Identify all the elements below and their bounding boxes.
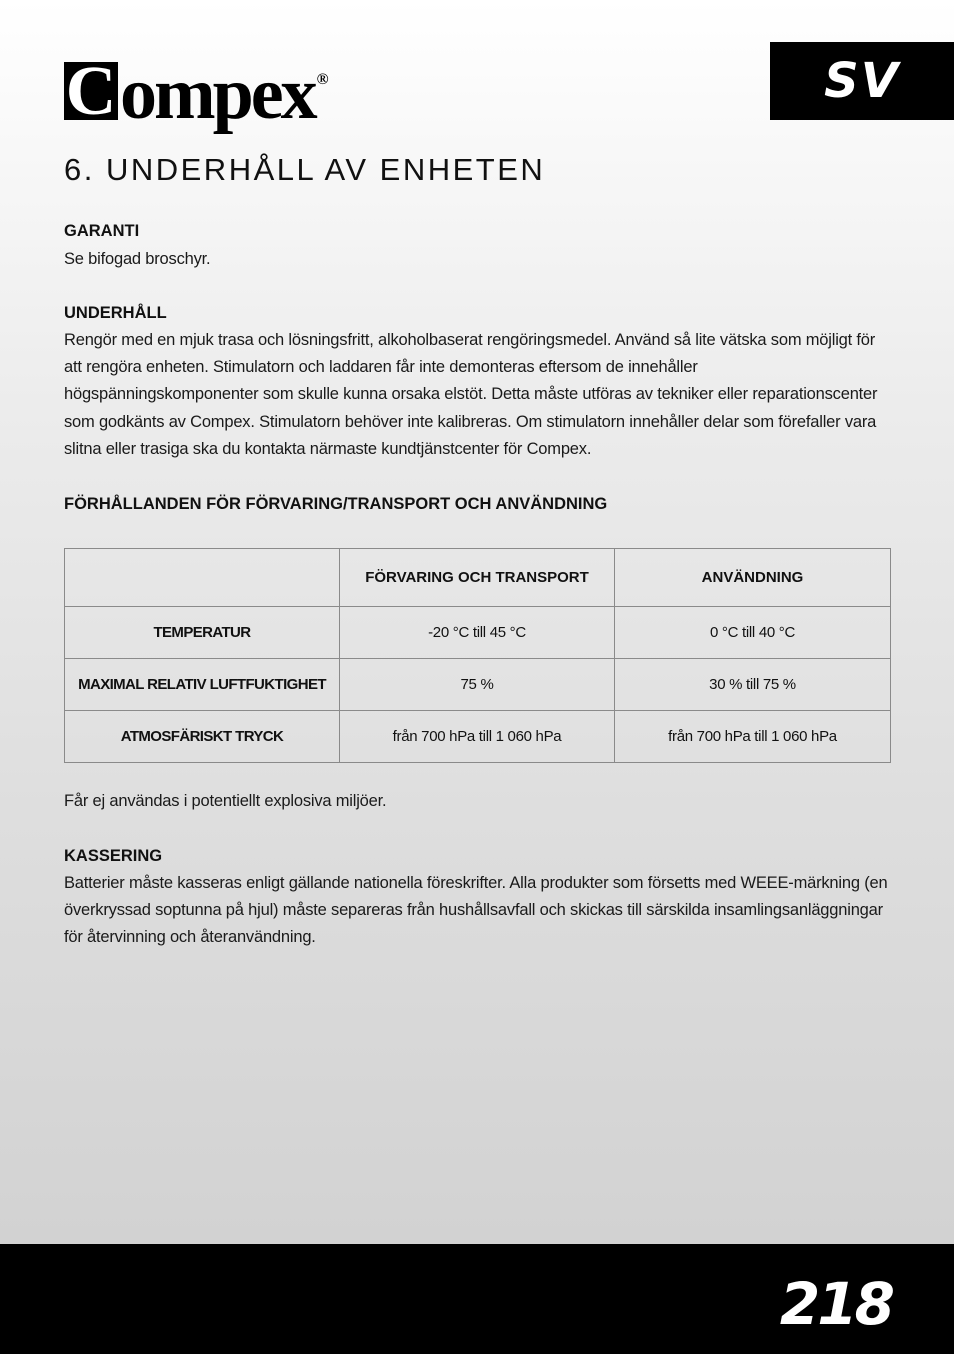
logo-letter: C bbox=[65, 53, 117, 130]
compex-logo bbox=[64, 40, 329, 135]
table-row bbox=[65, 607, 891, 659]
storage-value: från 700 hPa till 1 060 hPa bbox=[340, 711, 615, 763]
storage-value: -20 °C till 45 °C bbox=[340, 607, 615, 659]
kassering-text: Batterier måste kasseras enligt gällande nationella föreskrifter. Alla produkter som försetts med WEEE-märkning (en överkryssad soptunna på hjul) måste separeras från hushållsavfall och skickas till särskilda insamlingsanläggningar för återvinning och återanvändning. bbox=[64, 874, 888, 947]
storage-value: 75 % bbox=[340, 659, 615, 711]
row-label: TEMPERATUR bbox=[65, 607, 340, 659]
use-value: från 700 hPa till 1 060 hPa bbox=[615, 711, 891, 763]
use-value: 0 °C till 40 °C bbox=[615, 607, 891, 659]
table-header-use: ANVÄNDNING bbox=[615, 549, 891, 607]
conditions-heading: FÖRHÅLLANDEN FÖR FÖRVARING/TRANSPORT OCH ANVÄNDNING bbox=[64, 495, 608, 513]
row-label: ATMOSFÄRISKT TRYCK bbox=[65, 711, 340, 763]
underhall-text: Rengör med en mjuk trasa och lösningsfritt, alkoholbaserat rengöringsmedel. Använd så lite vätska som möjligt för att rengöra enheten. Stimulatorn och laddaren får inte demonteras eftersom de innehåller högspänningskomponenter som skulle kunna orsaka elstöt. Detta måste utföras av tekniker eller reparationscenter som godkänts av Compex. Stimulatorn behöver inte kalibreras. Om stimulatorn innehåller delar som förefaller vara slitna eller trasiga ska du kontakta närmaste kundtjänstcenter för Compex. bbox=[64, 331, 878, 458]
footer-bar bbox=[0, 1244, 954, 1354]
page-title: 6. UNDERHÅLL AV ENHETEN bbox=[64, 152, 546, 187]
kassering-heading: KASSERING bbox=[64, 847, 163, 865]
underhall-heading: UNDERHÅLL bbox=[64, 304, 167, 322]
row-label: MAXIMAL RELATIV LUFTFUKTIGHET bbox=[65, 659, 340, 711]
table-row bbox=[65, 659, 891, 711]
page-number: 218 bbox=[779, 1270, 892, 1338]
registered-mark: ® bbox=[316, 71, 329, 88]
garanti-text: Se bifogad broschyr. bbox=[64, 250, 211, 268]
logo-text: ompex bbox=[120, 53, 315, 135]
garanti-heading: GARANTI bbox=[64, 222, 140, 240]
table-header-empty bbox=[65, 549, 340, 607]
language-badge: SV bbox=[770, 42, 954, 120]
use-value: 30 % till 75 % bbox=[615, 659, 891, 711]
table-header-storage: FÖRVARING OCH TRANSPORT bbox=[340, 549, 615, 607]
table-row bbox=[65, 711, 891, 763]
explosive-note: Får ej användas i potentiellt explosiva miljöer. bbox=[64, 792, 387, 810]
conditions-table bbox=[64, 548, 891, 763]
table-header-row bbox=[65, 549, 891, 607]
